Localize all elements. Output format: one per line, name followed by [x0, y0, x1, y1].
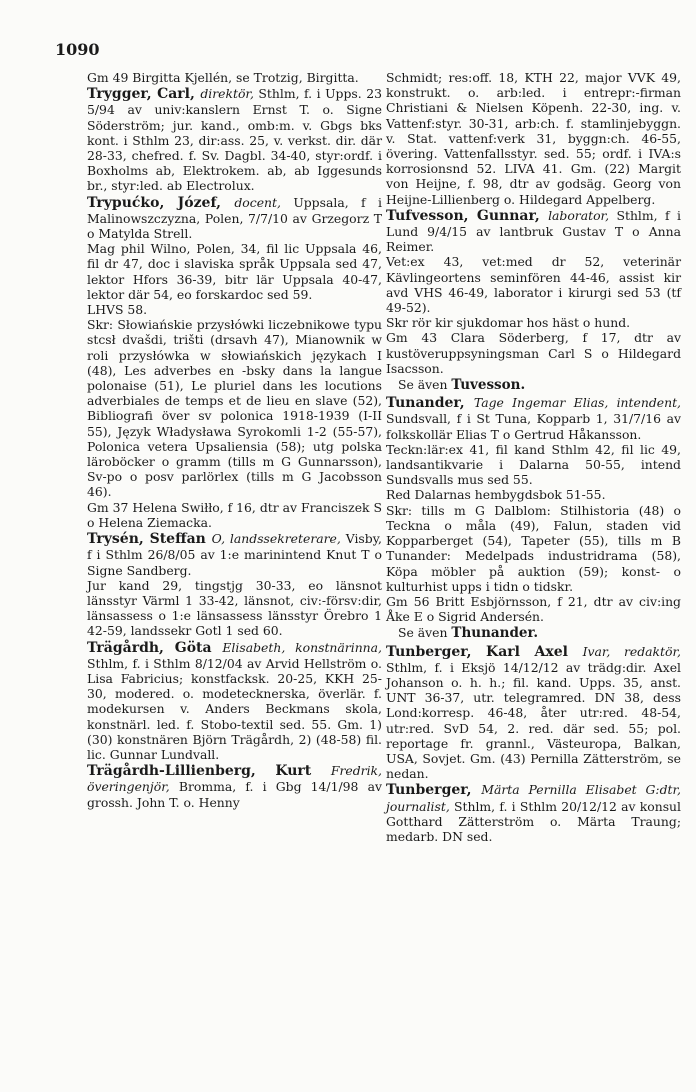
- entry-name: Trägårdh, Göta: [87, 639, 223, 656]
- biography-entry: [386, 395, 681, 624]
- biography-entry: [87, 640, 382, 763]
- cross-reference: [386, 377, 681, 393]
- see-also-label: Se även: [398, 625, 452, 641]
- see-also-label: Se även: [398, 377, 452, 393]
- entry-paragraph: Mag phil Wilno, Polen, 34, fil lic Uppsala 46, fil dr 47, doc i slaviska språk Uppsala sed 47, lektor Hfors 36-39, bitr lär Uppsala 40-47, lektor där 54, eo forskardoc sed 59.: [87, 241, 382, 302]
- see-also-ref: Tuvesson.: [451, 377, 526, 394]
- see-also-ref: Thunander.: [451, 625, 539, 642]
- entry-name: Tufvesson, Gunnar,: [386, 207, 549, 224]
- entry-paragraph: Skr: tills m G Dalblom: Stilhistoria (48) o Teckna o måla (49), Falun, staden vid Kopparberget (54), Tapeter (55), tills m B Tunander: Medelpads industridrama (58), Köpa möbler på auktion (59); konst- o kulturhist upps i tidn o tidskr.: [386, 502, 681, 594]
- right-column: [386, 70, 681, 845]
- entry-paragraph: Teckn:lär:ex 41, fil kand Sthlm 42, fil lic 49, landsantikvarie i Dalarna 50-55, intend Sundsvalls mus sed 55.: [386, 441, 681, 488]
- entry-title: Elisabeth, konstnärinna,: [222, 639, 382, 655]
- entry-paragraph: Red Dalarnas hembygdsbok 51-55.: [386, 487, 606, 503]
- page-number: 1090: [55, 40, 100, 59]
- entry-name: Tunberger,: [386, 782, 482, 799]
- entry-name: Trygger, Carl,: [87, 86, 201, 103]
- entry-title: Fredrik, överingenjör,: [87, 763, 382, 795]
- entry-name: Trägårdh-Lillienberg, Kurt: [87, 763, 331, 780]
- entry-name: Trysén, Steffan: [87, 531, 212, 548]
- biography-entry: [87, 763, 382, 810]
- continuation-text: Gm 49 Birgitta Kjellén, se Trotzig, Birgitta.: [87, 70, 359, 85]
- entry-text: Sthlm, f. i Eksjö 14/12/12 av trädg:dir. Axel Johanson o. h. h.; fil. kand. Upps. 35, anst. UNT 36-37, utr. telegramred. DN 38, dess Lond:korresp. 46-48, åter utr:red. 48-54, utr:red. SvD 54, 2. red. där sed. 55; pol. reportage fr. grannl., Västeuropa, Balkan, USA, Sovjet. Gm. (43) Pernilla Zätterström, se nedan.: [386, 659, 681, 782]
- entry-paragraph: Gm 37 Helena Swiłło, f 16, dtr av Franciszek S o Helena Ziemacka.: [87, 499, 382, 530]
- biography-entry: [386, 782, 681, 844]
- entry-text: Sthlm, f i Lund 9/4/15 av lantbruk Gustav T o Anna Reimer.: [386, 207, 681, 255]
- entry-title: Ivar, redaktör,: [582, 643, 681, 659]
- entry-paragraph: Gm 43 Clara Söderberg, f 17, dtr av kustöveruppsyningsman Carl S o Hildegard Isacsson.: [386, 330, 681, 376]
- biography-entry: [87, 70, 382, 85]
- entry-name: Tunberger, Karl Axel: [386, 643, 583, 660]
- entry-name: Trypućko, Józef,: [87, 194, 235, 211]
- entry-title: Märta Pernilla Elisabet G:dtr, journalist,: [386, 782, 681, 814]
- entry-title: O, landssekreterare,: [211, 531, 346, 547]
- biography-entry: [386, 70, 681, 207]
- entry-text: Bromma, f. i Gbg 14/1/98 av grossh. John T. o. Henny: [87, 779, 382, 810]
- biography-entry: [87, 195, 382, 530]
- entry-paragraph: LHVS 58.: [87, 302, 148, 318]
- entry-text: Visby, f i Sthlm 26/8/05 av 1:e marinintend Knut T o Signe Sandberg.: [87, 531, 382, 578]
- entry-paragraph: Jur kand 29, tingstjg 30-33, eo länsnot länsstyr Värml 1 33-42, länsnot, civ:-försv:dir, länsassess o 1:e länsassess länsstyr Örebro 1 42-59, landssekr Gotl 1 sed 60.: [87, 577, 382, 639]
- entry-title: Tage Ingemar Elias, intendent,: [473, 395, 681, 411]
- entry-text: Sthlm, f. i Upps. 23 5/94 av univ:kanslern Ernst T. o. Signe Söderström; jur. kand., omb:m. v. Gbgs bks kont. i Sthlm 23, dir:ass. 25, v. verkst. dir. där 28-33, chefred. f. Sv. Dagbl. 34-40, styr:ordf. i Boxholms ab, Elektrokem. ab, ab Iggesunds br., styr:led. ab Electrolux.: [87, 86, 382, 194]
- entry-paragraph: Vet:ex 43, vet:med dr 52, veterinär Kävlingeortens seminfören 44-46, assist kir avd VHS 46-49, laborator i kirurgi sed 53 (tf 49-52).: [386, 254, 681, 316]
- entry-name: Tunander,: [386, 395, 474, 412]
- entry-title: direktör,: [200, 86, 259, 102]
- entry-text: Sthlm, f. i Sthlm 8/12/04 av Arvid Hellström o. Lisa Fabricius; konstfacksk. 20-25, KKH 25-30, modered. o. modetecknerska, överlär. f. modekursen v. Anders Beckmans skola, konstnärl. led. f. Stobo-textil sed. 55. Gm. 1) (30) konstnären Björn Trägårdh, 2) (48-58) fil. lic. Gunnar Lundvall.: [87, 655, 382, 762]
- biography-entry: [87, 531, 382, 638]
- entry-paragraph: Gm 56 Britt Esbjörnsson, f 21, dtr av civ:ing Åke E o Sigrid Andersén.: [386, 593, 681, 625]
- biography-entry: [386, 644, 681, 782]
- continuation-text: Schmidt; res:off. 18, KTH 22, major VVK 49, konstrukt. o. arb:led. i entrepr:-firman Christiani & Nielsen Köpenh. 22-30, ing. v. Vattenf:styr. 30-31, arb:ch. f. stamlinjebyggn. v. Stat. vattenf:verk 31, byggn:ch. 46-55, övering. Vattenfallsstyr. sed. 55; ordf. i IVA:s korrosionsnd 52. LIVA 41. Gm. (22) Margit von Heijne, f. 98, dtr av godsäg. Georg von Heijne-Lillienberg o. Hildegard Appelberg.: [386, 70, 681, 207]
- entry-title: docent,: [234, 194, 294, 210]
- biography-entry: [87, 86, 382, 193]
- entry-paragraph: Skr: Słowiańskie przysłówki liczebnikowe typu stcsł dvašdi, trišti (drsavh 47), Mianownik w roli przysłówka w słowiańskich językach I (48), Les adverbes en -bsky dans la langue polonaise (51), Le pluriel dans les locutions adverbiales de temps et de lieu en slave (52), Bibliografi över sv polonica 1918-1939 (I-II 55), Język Władysława Syrokomli 1-2 (55-57), Polonica vetera Upsaliensia (58); utg polska läroböcker o gramm (tills m G Gunnarsson), Sv-po o posv parlörlex (tills m G Jacobsson 46).: [87, 317, 382, 500]
- cross-reference: [386, 625, 681, 641]
- entry-title: laborator,: [548, 207, 617, 223]
- biography-entry: [386, 208, 681, 376]
- left-column: [87, 70, 382, 811]
- entry-text: Sundsvall, f i St Tuna, Kopparb 1, 31/7/16 av folkskollär Elias T o Gertrud Håkansson.: [386, 411, 681, 442]
- entry-paragraph: Skr rör kir sjukdomar hos häst o hund.: [386, 315, 631, 331]
- entry-text: Uppsala, f i Malinowszczyzna, Polen, 7/7/10 av Grzegorz T o Matylda Strell.: [87, 194, 382, 242]
- entry-text: Sthlm, f. i Sthlm 20/12/12 av konsul Gotthard Zätterström o. Märta Traung; medarb. DN sed.: [386, 798, 681, 844]
